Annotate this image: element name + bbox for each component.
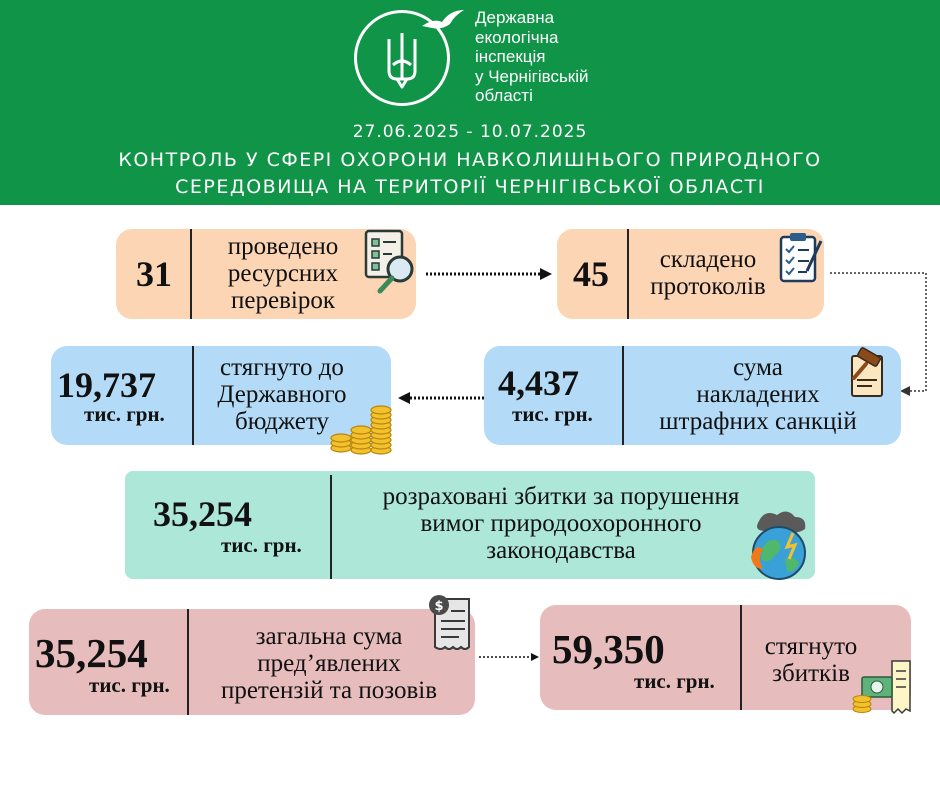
budget-collection-card (51, 346, 391, 445)
claims-amount: 35,254 (35, 630, 148, 676)
label-line: складено (659, 246, 757, 273)
label-line: законодавства (486, 537, 636, 564)
protocols-card (557, 229, 824, 319)
currency-unit: тис. грн. (89, 673, 170, 697)
sanctions-card (484, 346, 901, 445)
dollar-receipt-icon (425, 593, 477, 653)
currency-unit: тис. грн. (512, 402, 593, 426)
polluted-earth-icon (739, 507, 815, 583)
report-period: 27.06.2025 - 10.07.2025 (352, 122, 588, 142)
label-line: стягнуто (764, 633, 858, 660)
inspections-card (116, 229, 416, 319)
bird-icon (420, 8, 466, 32)
flow-arrow (479, 651, 539, 663)
title-line: КОНТРОЛЬ У СФЕРІ ОХОРОНИ НАВКОЛИШНЬОГО ПРИРОДНОГО (118, 149, 822, 171)
recovered-card (540, 605, 911, 710)
sanctions-amount: 4,437 (498, 363, 579, 403)
inspections-count: 31 (136, 254, 172, 294)
card-divider (740, 605, 742, 710)
org-name-line: екологічна (475, 27, 559, 47)
protocols-count: 45 (573, 254, 609, 294)
currency-unit: тис. грн. (84, 402, 165, 426)
clipboard-checklist-icon (777, 231, 825, 285)
recovered-amount: 59,350 (552, 626, 665, 672)
label-line: Державного (217, 381, 347, 408)
label-line: сума (733, 354, 783, 381)
label-line: проведено (227, 233, 339, 260)
label-line: пред’явлених (257, 650, 401, 677)
card-divider (192, 346, 194, 445)
header-banner (0, 0, 940, 205)
currency-unit: тис. грн. (634, 669, 715, 693)
organization-name (475, 8, 675, 106)
inspections-label (208, 233, 358, 314)
label-line: збитків (772, 660, 850, 687)
org-name-line: інспекція (475, 47, 546, 66)
label-line: загальна сума (255, 623, 403, 650)
card-divider (622, 346, 624, 445)
budget-collection-amount: 19,737 (57, 365, 156, 405)
damages-amount: 35,254 (153, 494, 252, 534)
title-line: СЕРЕДОВИЩА НА ТЕРИТОРІЇ ЧЕРНІГІВСЬКОЇ ОБЛАСТІ (175, 176, 765, 198)
label-line: стягнуто до (220, 354, 344, 381)
currency-unit: тис. грн. (221, 533, 302, 557)
protocols-label (633, 246, 783, 300)
label-line: накладених (696, 381, 820, 408)
flow-arrow (426, 266, 552, 282)
page-title (0, 147, 940, 201)
label-line: перевірок (231, 287, 335, 314)
damages-card (125, 471, 815, 579)
damages-label (331, 483, 791, 564)
gavel-document-icon (844, 348, 890, 400)
label-line: бюджету (235, 408, 329, 435)
label-line: претензій та позовів (220, 677, 438, 704)
coin-stacks-icon (329, 402, 395, 458)
label-line: розраховані збитки за порушення (382, 483, 740, 510)
org-name-line: Державна (475, 8, 555, 27)
label-line: штрафних санкцій (659, 408, 857, 435)
document-magnifier-icon (362, 229, 418, 295)
flow-arrow (398, 390, 484, 406)
svg-text:$: $ (434, 599, 444, 614)
org-name-line: області (475, 86, 533, 105)
label-line: вимог природоохоронного (420, 510, 702, 537)
card-divider (627, 229, 629, 319)
card-divider (190, 229, 192, 319)
label-line: ресурсних (227, 260, 339, 287)
label-line: протоколів (650, 273, 766, 300)
cash-receipt-icon (852, 659, 916, 715)
claims-card (29, 599, 475, 715)
org-name-line: у Чернігівській (475, 66, 589, 86)
